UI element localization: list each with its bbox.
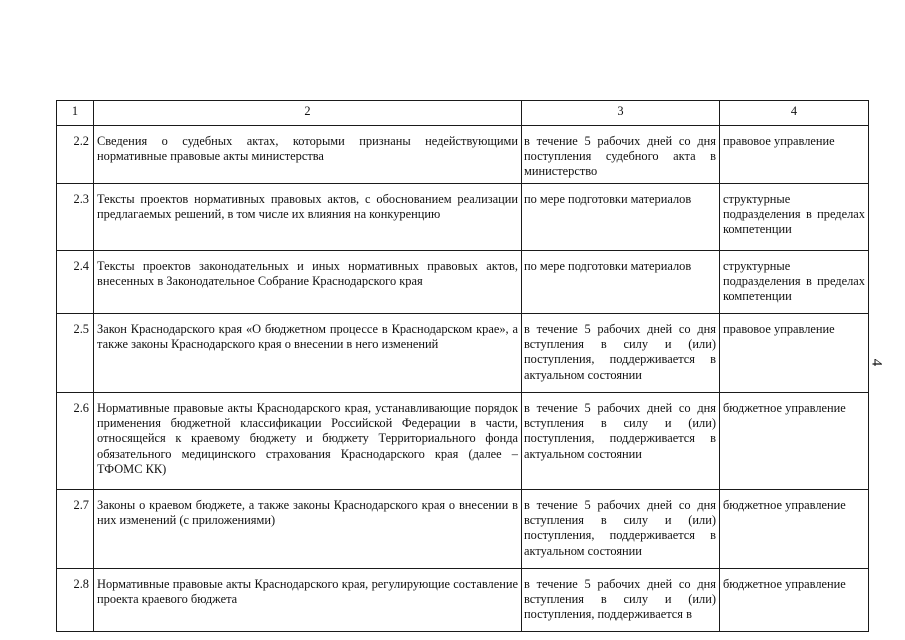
row-deadline: по мере подготовки материалов	[522, 251, 720, 314]
table-row	[57, 314, 869, 393]
table-row	[57, 251, 869, 314]
table-row	[57, 569, 869, 632]
row-number: 2.6	[57, 393, 94, 490]
row-responsible: бюджетное управление	[720, 490, 869, 569]
row-description: Нормативные правовые акты Краснодарского края, регулирующие составление проекта краевого бюджета	[94, 569, 522, 632]
header-cell-2: 2	[94, 101, 522, 126]
row-responsible: структурные подразделения в пределах компетенции	[720, 184, 869, 251]
row-number: 2.2	[57, 126, 94, 184]
row-number: 2.8	[57, 569, 94, 632]
header-cell-1: 1	[57, 101, 94, 126]
row-responsible: структурные подразделения в пределах компетенции	[720, 251, 869, 314]
row-number: 2.3	[57, 184, 94, 251]
table-header-row	[57, 101, 869, 126]
row-responsible: бюджетное управление	[720, 393, 869, 490]
row-deadline: по мере подготовки материалов	[522, 184, 720, 251]
table-row	[57, 393, 869, 490]
header-cell-4: 4	[720, 101, 869, 126]
row-description: Тексты проектов законодательных и иных нормативных правовых актов, внесенных в Законодательное Собрание Краснодарского края	[94, 251, 522, 314]
document-table	[56, 100, 869, 632]
row-number: 2.4	[57, 251, 94, 314]
row-deadline: в течение 5 рабочих дней со дня вступления в силу и (или) поступления, поддерживается в	[522, 569, 720, 632]
table-row	[57, 184, 869, 251]
row-description: Тексты проектов нормативных правовых актов, с обоснованием реализации предлагаемых решений, в том числе их влияния на конкуренцию	[94, 184, 522, 251]
table-row	[57, 126, 869, 184]
row-description: Нормативные правовые акты Краснодарского края, устанавливающие порядок применения бюджетной классификации Российской Федерации в части, относящейся к краевому бюджету и бюджету Территориального фонда обязательного медицинского страхования Краснодарского края (далее – ТФОМС КК)	[94, 393, 522, 490]
row-responsible: правовое управление	[720, 314, 869, 393]
row-responsible: правовое управление	[720, 126, 869, 184]
header-cell-3: 3	[522, 101, 720, 126]
row-deadline: в течение 5 рабочих дней со дня поступления судебного акта в министерство	[522, 126, 720, 184]
row-deadline: в течение 5 рабочих дней со дня вступления в силу и (или) поступления, поддерживается в актуальном состоянии	[522, 393, 720, 490]
page-number: 4	[868, 358, 885, 367]
row-description: Законы о краевом бюджете, а также законы Краснодарского края о внесении в них изменений (с приложениями)	[94, 490, 522, 569]
row-number: 2.7	[57, 490, 94, 569]
row-deadline: в течение 5 рабочих дней со дня вступления в силу и (или) поступления, поддерживается в актуальном состоянии	[522, 490, 720, 569]
row-responsible: бюджетное управление	[720, 569, 869, 632]
row-description: Сведения о судебных актах, которыми признаны недействующими нормативные правовые акты министерства	[94, 126, 522, 184]
table-row	[57, 490, 869, 569]
row-deadline: в течение 5 рабочих дней со дня вступления в силу и (или) поступления, поддерживается в актуальном состоянии	[522, 314, 720, 393]
row-number: 2.5	[57, 314, 94, 393]
row-description: Закон Краснодарского края «О бюджетном процессе в Краснодарском крае», а также законы Краснодарского края о внесении в него изменений	[94, 314, 522, 393]
